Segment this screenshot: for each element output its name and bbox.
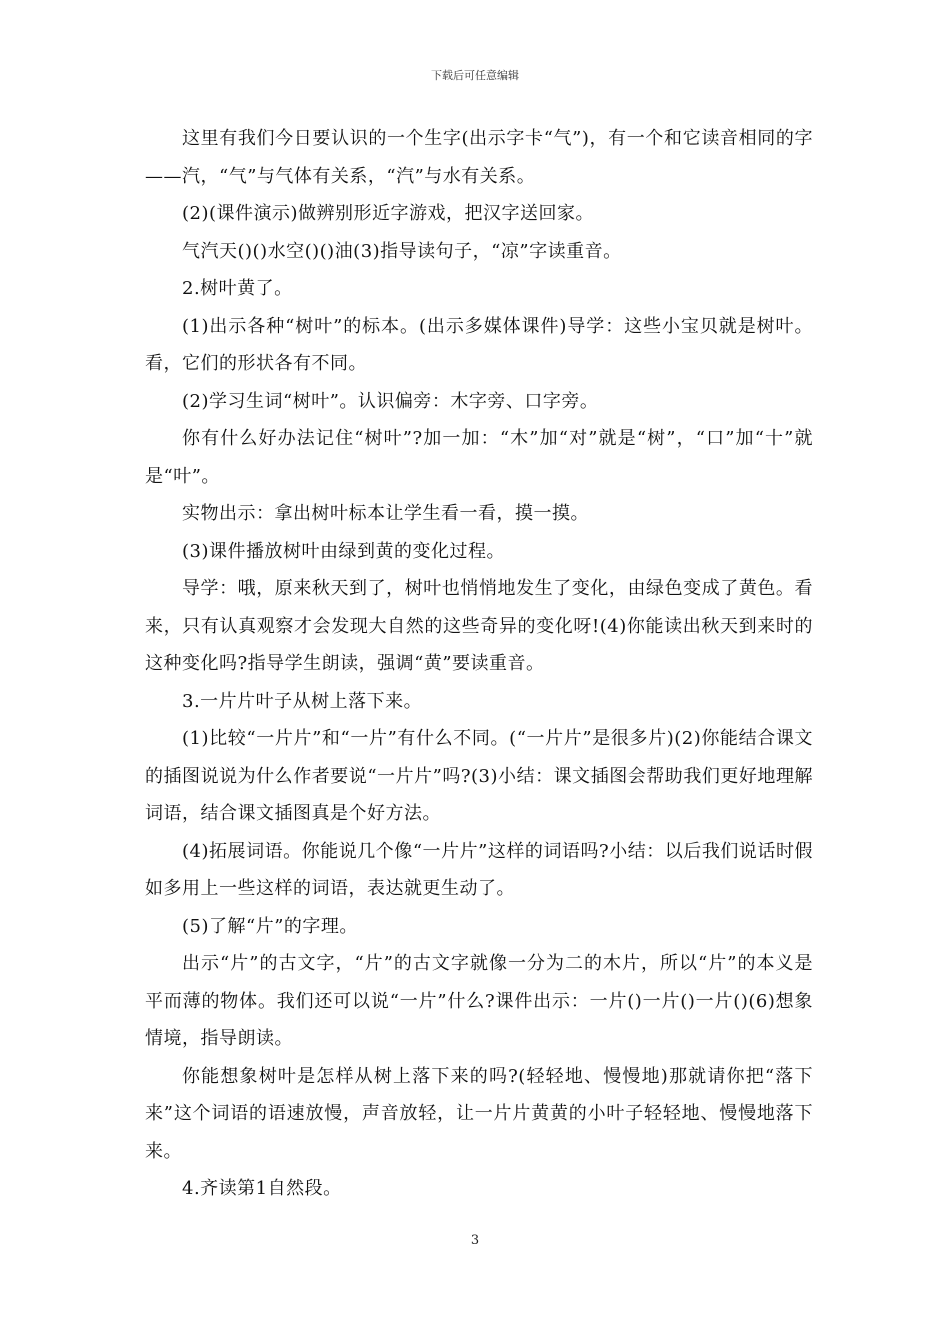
paragraph: 你有什么好办法记住“树叶”?加一加：“木”加“对”就是“树”，“口”加“十”就是“叶”。 [145, 428, 813, 487]
paragraph: 3.一片片叶子从树上落下来。 [182, 690, 423, 712]
paragraph: (2)学习生词“树叶”。认识偏旁：木字旁、口字旁。 [182, 390, 599, 412]
paragraph: 出示“片”的古文字，“片”的古文字就像一分为二的木片，所以“片”的本义是平而薄的物体。我们还可以说“一片”什么?课件出示：一片()一片()一片()(6)想象情境，指导朗读。 [145, 953, 813, 1049]
paragraph: 2.树叶黄了。 [182, 278, 293, 299]
paragraph: (1)出示各种“树叶”的标本。(出示多媒体课件)导学：这些小宝贝就是树叶。看，它们的形状各有不同。 [145, 315, 813, 374]
paragraph: 导学：哦，原来秋天到了，树叶也悄悄地发生了变化，由绿色变成了黄色。看来，只有认真观察才会发现大自然的这些奇异的变化呀!(4)你能读出秋天到来时的这种变化吗?指导学生朗读，强调“黄”要读重音。 [145, 578, 813, 674]
paragraph: 这里有我们今日要认识的一个生字(出示字卡“气”)，有一个和它读音相同的字——汽，“气”与气体有关系，“汽”与水有关系。 [145, 128, 813, 187]
paragraph: 气汽天()()水空()()油(3)指导读句子，“凉”字读重音。 [182, 240, 622, 262]
paragraph: (2)(课件演示)做辨别形近字游戏，把汉字送回家。 [182, 203, 595, 224]
paragraph: 实物出示：拿出树叶标本让学生看一看，摸一摸。 [182, 503, 589, 524]
page-number: 3 [470, 1233, 480, 1248]
document-body [145, 120, 813, 1208]
paragraph: (4)拓展词语。你能说几个像“一片片”这样的词语吗?小结：以后我们说话时假如多用上一些这样的词语，表达就更生动了。 [145, 840, 813, 899]
page-header: 下载后可任意编辑 [431, 69, 519, 82]
paragraph: (5)了解“片”的字理。 [182, 915, 358, 937]
paragraph: (1)比较“一片片”和“一片”有什么不同。(“一片片”是很多片)(2)你能结合课文的插图说说为什么作者要说“一片片”吗?(3)小结：课文插图会帮助我们更好地理解词语，结合课文插图真是个好方法。 [145, 728, 813, 824]
paragraph: 4.齐读第1自然段。 [182, 1178, 342, 1199]
paragraph: (3)课件播放树叶由绿到黄的变化过程。 [182, 540, 505, 562]
paragraph: 你能想象树叶是怎样从树上落下来的吗?(轻轻地、慢慢地)那就请你把“落下来”这个词语的语速放慢，声音放轻，让一片片黄黄的小叶子轻轻地、慢慢地落下来。 [145, 1065, 813, 1162]
